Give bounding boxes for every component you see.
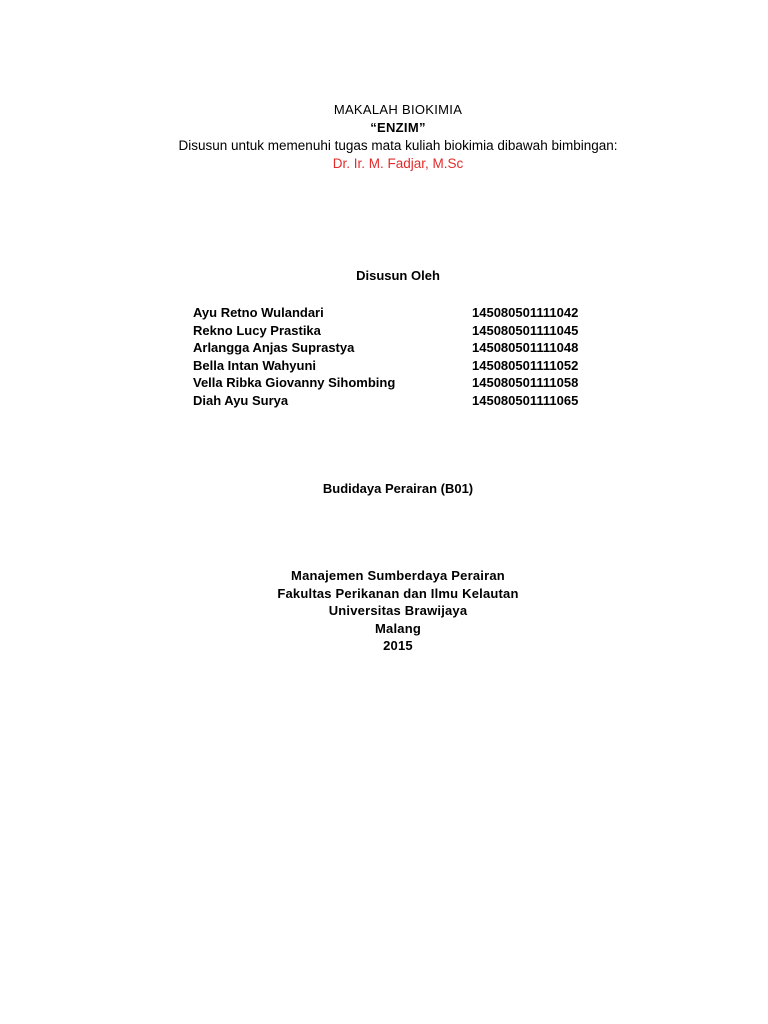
faculty-name: Fakultas Perikanan dan Ilmu Kelautan <box>277 585 519 601</box>
study-program: Budidaya Perairan (B01) <box>322 481 474 496</box>
author-row <box>193 304 613 322</box>
author-row <box>193 339 613 357</box>
author-list <box>193 304 613 410</box>
year: 2015 <box>383 638 413 654</box>
author-name: Ayu Retno Wulandari <box>193 305 324 320</box>
author-row <box>193 374 613 392</box>
university-name: Universitas Brawijaya <box>328 603 468 619</box>
author-nim: 145080501111058 <box>472 375 579 391</box>
author-nim: 145080501111042 <box>472 305 579 320</box>
author-nim: 145080501111065 <box>472 392 579 408</box>
author-name: Diah Ayu Surya <box>193 392 289 408</box>
document-description: Disusun untuk memenuhi tugas mata kuliah biokimia dibawah bimbingan: <box>178 138 618 153</box>
city-name: Malang <box>375 620 421 636</box>
author-name: Arlangga Anjas Suprastya <box>193 340 355 356</box>
document-subtitle: “ENZIM” <box>370 120 426 135</box>
authored-by-heading: Disusun Oleh <box>356 268 440 283</box>
institution-block <box>0 567 768 655</box>
author-nim: 145080501111052 <box>472 357 579 373</box>
author-name: Rekno Lucy Prastika <box>193 322 321 338</box>
advisor-name: Dr. Ir. M. Fadjar, M.Sc <box>332 156 464 171</box>
author-nim: 145080501111045 <box>472 322 579 338</box>
document-title: MAKALAH BIOKIMIA <box>333 102 463 117</box>
author-row <box>193 357 613 375</box>
author-row <box>193 392 613 410</box>
author-name: Vella Ribka Giovanny Sihombing <box>193 375 396 391</box>
department-name: Manajemen Sumberdaya Perairan <box>291 568 505 583</box>
author-name: Bella Intan Wahyuni <box>193 357 317 373</box>
author-nim: 145080501111048 <box>472 340 579 356</box>
author-row <box>193 322 613 340</box>
